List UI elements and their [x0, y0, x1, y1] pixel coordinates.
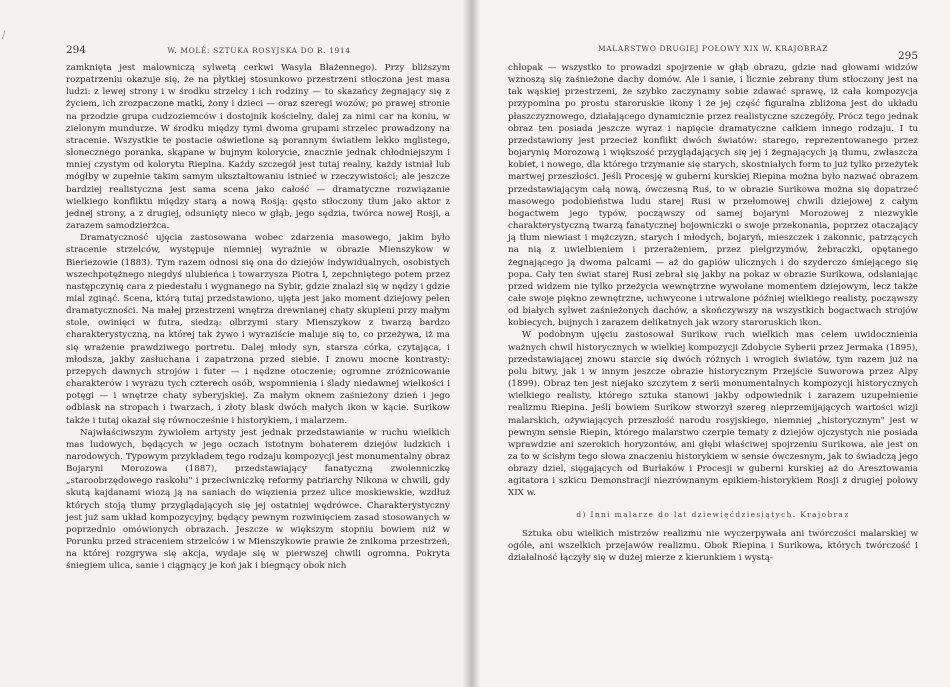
left-page-number: 294 [66, 44, 87, 56]
left-paragraph-2: Dramatyczność ujęcia zastosowana wobec zdarzenia masowego, jakim było stracenie strzelców, występuje niemniej wyraźnie w obrazie Mienszykow w Bieriezowie (1883). Tym razem odnosi się ona do dziejów indywidualnych, osobistych wszechpotężnego niegdyś ulubieńca i towarzysza Piotra I, zepchniętego potem przez następczynię cara z piedestału i wygnanego na Sybir, gdzie znalazł się w nędzy i gdzie mial zginąć. Scena, którą tutaj przedstawiono, ujęta jest jako moment dziejowy pelen dramatyczności. Na małej przestrzeni wnętrza drewnianej chaty skupieni przy małym stole, owinięci w futra, siedzą: olbrzymi stary Mienszykow z twarzą bardzo charakterystyczną, na której tak żywo i wyraziście maluje się to, co przeżywa, iż ma się wrażenie prawdziwego portretu. Dalej młody syn, starsza córka, czytająca, i młodsza, jakby zasłuchana i zapatrzona przed siebie. I znowu mocne kontrasty: przepych dawnych strojów i futer — i nędzne otoczenie; ogromne zróżnicowanie charakterów i wyrazu tych czterech osób, wspomnienia i ślady niedawnej wielkości i potęgi — i wnętrze chaty syberyjskiej. Za małym oknem zaśnieżony dzień i jego odblask na stropach i twarzach, i złoty blask dwóch małych ikon w kącie. Surikow także i tutaj okazał się równocześnie i historykiem, i malarzem. [66, 233, 450, 426]
left-paragraph-3: Najwłaściwszym żywiołem artysty jest jednak przedstawianie w ruchu wielkich mas ludowych, będących w jego oczach istotnym bohaterem dziejów ludzkich i narodowych. Typowym przykładem tego rodzaju kompozycji jest monumentalny obraz Bojaryni Morozowa (1887), przedstawiający fanatyczną zwolenniczkę „staroobrzędowego raskołu" i przeciwniczkę reformy patriarchy Nikona w chwili, gdy skutą kajdanami wiozą ją na saniach do więzienia przez ulice moskiewskie, wzdłuż których stoją tłumy przyglądających się jej ostatniej wędrówce. Charakterystyczny jest już sam układ kompozycyjny, będący pewnym rozwinięciem zasad stosowanych w poprzednio omówionych obrazach. Jeszcze w większym stopniu bowiem niż w Porunku przed straceniem strzelców i w Mienszykowie prawie że znikoma przestrzeń, na której rozgrywa się akcja, wydaje się w pierwszej chwili ogromna. Pokryta śniegiem ulica, sanie i ciągnący je koń jak i biegnący obok nich [66, 427, 450, 572]
right-running-title: MALARSTWO DRUGIEJ POŁOWY XIX W. KRAJOBRAZ [597, 44, 829, 53]
left-running-head [66, 44, 450, 62]
left-running-title: W. MOLÈ: SZTUKA ROSYJSKA DO R. 1914 [167, 46, 351, 55]
right-page [468, 0, 950, 687]
right-page-number: 295 [897, 50, 918, 62]
left-page [0, 0, 468, 687]
section-heading: d) Inni malarze do lat dziewięćdziesiątych. Krajobraz [576, 509, 850, 519]
right-body-text [508, 62, 918, 564]
right-paragraph-1: chłopak — wszystko to prowadzi spojrzenie w głąb obrazu, gdzie nad głowami widzów wznoszą się zaśnieżone dachy domów. Ale i sanie, i licznie zebrany tłum stłoczony jest na tak wąskiej przestrzeni, że szybko zaczynamy sobie zdawać sprawę, iż cała kompozycja przypomina po prostu staroruskie ikony i że jej część figuralna zbliżona jest do układu płaszczyznowego, działającego dynamicznie przez realistyczne szczegóły. Prócz tego jednak obraz ten posiada jeszcze wyraz i napięcie dramatyczne całkiem innego rodzaju. I tu przedstawiony jest przecież konflikt dwóch światów: starego, reprezentowanego przez bojarynię Morozową i większość przyglądających się jej i żegnających ją tłumu, zwłaszcza kobiet, i nowego, dla którego trzymanie się starych, skostniałych form to już tylko przeżytek martwej przeszłości. Jeśli Procesję w guberni kurskiej Riepina można było nazwać obrazem przedstawiającym całą nową, ówczesną Ruś, to w obrazie Surikowa można się dopatrzeć masowego podobieństwa ludu starej Rusi w przełomowej chwili dziejowej z całym bogactwem jego typów, począwszy od samej bojaryni Morozowej z niezwykle charakterystyczną twarzą fanatycznej bojowniczki o swoje przekonania, poprzez otaczający ją tłum niewiast i mężczyzn, starych i młodych, bojaryń, mieszczek i zakonnic, patrzących na nią z uwielbieniem i przerażeniem, przez pielgrzymów, żebraczki, opętanego żegnającego ją dwoma palcami — aż do gapiów ulicznych i do szyderczo śmiejącego się popa. Cały ten świat starej Rusi zebrał się jakby na pokaz w obrazie Surikowa, odsłaniając przed widzem nie tylko przeżycia wewnętrzne wywołane momentem dziejowym, lecz także całe swoje piękno zewnętrzne, uchwycone i utrwalone później wielkiego realisty, począwszy od białych sylwet zaśnieżonych dachów, a skończywszy na wszystkich bogactwach strojów kobiecych, bujnych i zarazem delikatnych jak wzory staroruskich ikon. [508, 63, 918, 329]
corner-mark: / [2, 30, 6, 41]
left-body-text [66, 62, 450, 573]
right-paragraph-2: W podobnym ujęciu zastosował Surikow ruch wielkich mas celem uwidocznienia ważnych chwil historycznych w wielkiej kompozycji Zdobycie Syberii przez Jermaka (1895), przedstawiającej znowu starcie się dwóch różnych i wrogich światów, tym razem już na polu bitwy, jak i w innym jeszcze obrazie historycznym Przejście Suworowa przez Alpy (1899). Obraz ten jest niejako szczytem z serii monumentalnych kompozycji historycznych wielkiego realisty, którego sztuka stanowi jakby odpowiednik i zarazem uzupełnienie realizmu Riepina. Jeśli bowiem Surikow stworzył szereg nieprzemijających wartości wizji malarskich, ożywiających przeszłość narodu rosyjskiego, niemniej „historycznym" jest w pewnym sensie Riepin, którego malarstwo czerpie tematy z dziejów ojczystych nie posiada wprawdzie ani szerokich horyzontów, ani głębi właściwej spojrzeniu Surikowa, ale jest on za to w ścisłym tego słowa znaczeniu historykiem w sensie ówczesnym, jak to świadczą jego obrazy dziel, sięgających od Burłaków i Procesji w guberni kurskiej aż do Aresztowania agitatora i szkicu Demonstracji niezrównanym epikiem-historykiem Rosji z drugiej połowy XIX w. [508, 330, 918, 499]
right-running-head [508, 44, 918, 62]
left-paragraph-1: zamknięta jest malowniczą sylwetą cerkwi Wasyla Błażennego). Przy bliższym rozpatrzeniu okazuje się, że na płytkiej stosunkowo przestrzeni stłoczona jest masa ludzi: z lewej strony i w środku strzelcy i ich rodziny — to skazańcy żegnający się z życiem, ich zrozpaczone matki, żony i dzieci — oraz szeregi wozów; po prawej stronie na przodzie grupa cudzoziemców i dostojnik kościelny, dalej za nimi car na koniu, w zielonym mundurze. W środku między tymi dwoma grupami strzelec prowadzony na stracenie. Wszystkie te postacie oświetlone są porannym światłem lekko mglistego, słonecznego poranka, skąpane w bujnym kolorycie, znacznie jednak chłodniejszym i mniej czystym od kolorytu Riepina. Każdy szczegół jest tutaj realny, każdy istniał lub mógłby w zupełnie takim samym ukształtowaniu istnieć w rzeczywistości; ale jeszcze bardziej realistyczna jest sama scena jako całość — dramatyczne rozwiązanie wielkiego konfliktu między starą a nową Rosją: gęsto stłoczony tłum jako aktor z jednej strony, a z drugiej, odsunięty nieco w głąb, jego sędzia, twórca nowej Rosji, a zarazem samodzierżca. [66, 63, 450, 232]
right-paragraph-3: Sztuka obu wielkich mistrzów realizmu nie wyczerpywała ani twórczości malarskiej w ogóle, ani wszelkich przejawów realizmu. Obok Riepina i Surikowa, których twórczość i działalność łączyły się w dużej mierze z kierunkiem i wystą- [508, 528, 918, 564]
